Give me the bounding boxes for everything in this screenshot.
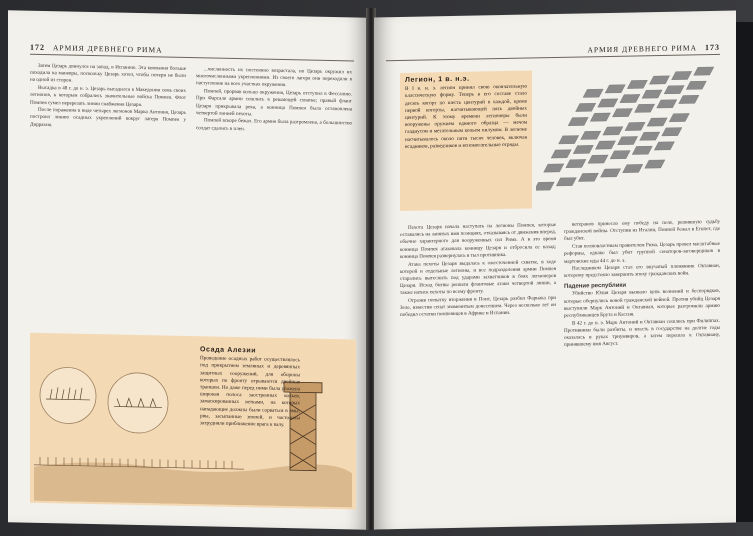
siege-fortification-illustration [34, 339, 352, 508]
left-running-head [30, 41, 354, 62]
right-col2-paragraph: Став полновластным правителем Рима, Цезарь провел масштабные реформы, однако был убит группой сенаторов-заговорщиков в мартовские иды 44 г. до н. э. [564, 240, 720, 265]
right-col2-paragraph: В 42 г. до н. э. Марк Антоний и Октавиан сошлись при Филиппах. Противники были разбиты, и власть в государстве на долгие годы оказалась в руках триумвиров, а затем перешла к Октавиану, принявшему имя Август. [564, 317, 720, 349]
right-page-number: 173 [705, 42, 720, 53]
legion-formation-illustration [536, 63, 726, 215]
siege-caption-text: Проведение осадных работ осуществлялось под прикрытием земляных и деревянных защитных сооружений, для обороны которых по фронту отрываются двойные траншеи. Но даже перед ними была уложена широкая полоса заостренных кольев, замаскированных ветками, на которых нападающие должны были сорваться в ямы; рвы, засыпанные землей, и частоколы затрудняли приближение врага к валу. [200, 355, 300, 429]
book-cover-edge [733, 22, 753, 522]
right-col1-paragraph: Атака пехоты Цезаря выдалась к ожесточенной схватке, в ходе которой и отдельные легионы, и все подразделения армии Помпея старались вытеснить под ударами захватчиков в боях легионеров Цезаря. Исход битвы решили фланговые атаки четвертой линии, а также натиск пехоты по всему фронту. [400, 258, 556, 297]
right-col1-paragraph: Пехота Цезаря начала наступать на легионы Помпея, которые оставались на занятых ими позициях, отказываясь от движения вперед, обычно характерного для вооруженных сил Рима. А в это время конница Помпея атаковала конницу Цезаря и отбросила ее назад; конница Помпея развернулась в тыл противника. [400, 221, 556, 260]
left-col2-paragraph: Помпей, прорвав кольцо окружения, Цезарь отступил в Фессалию. При Фарсале армии сошлись в решающей схватке; правый фланг Цезаря прикрывала река, а конница Помпея была остановлена четвертой линией пехоты. [196, 88, 352, 118]
left-page-number: 172 [30, 42, 45, 53]
siege-illustration-panel [30, 333, 356, 510]
siege-caption-title: Осада Алезии [200, 346, 257, 355]
right-col2-paragraph: Убийство Юлия Цезаря вызвало цепь волнений и беспорядков, которые обернулись новой гражданской войной. Против убийц Цезаря выступили Марк Антоний и Октавиан, которые разгромили армию республиканцев Брута и Кассия. [564, 288, 720, 319]
left-col1-paragraph: Высадка в 48 г. до н. э. Цезарь высадился в Македонии семь своих легионов, к которым собрались значительные войска Помпея. Флот Помпея сумел перерезать линии снабжения Цезаря. [30, 84, 186, 108]
right-running-head [386, 41, 720, 61]
left-col2-paragraph: Помпей вскоре бежал. Его армия была разгромлена, а большинство солдат сдались в плен. [196, 117, 352, 132]
legion-caption [405, 75, 527, 151]
legion-caption-title: Легион, 1 в. н.э. [405, 75, 470, 84]
left-column-1 [30, 63, 186, 133]
siege-caption [200, 346, 300, 429]
legion-caption-text: В I в. н. э. легион принял свою окончательную классическую форму. Теперь в его составе стало десять когорт по шесть центурий в каждой, кроме первой когорты, насчитывающей пять двойных центурий. К этому времени легионеры были вооружены оружием единого образца — мечом гладиусом и метательным копьем пилумом. В легионе насчитывалось около пяти тысяч человек, включая всадников, разведчиков и вспомогательные отряды. [405, 83, 527, 150]
section-heading: Падение республики [564, 282, 627, 290]
right-col2-paragraph: Наследником Цезаря стал его внучатый племянник Октавиан, которому предстояло завершить эпоху гражданских войн. [564, 263, 720, 280]
left-col1-paragraph: Затем Цезарь двинулся на запад, в Испанию. Эта компания больше походила на маневры, поскольку Цезарь хотел, чтобы потери не были на одной из сторон. [30, 62, 186, 84]
left-running-title: АРМИЯ ДРЕВНЕГО РИМА [53, 43, 163, 55]
left-col2-paragraph: ...численность их постоянно возрастала, но Цезарь окружил их многочисленными укреплениями. Из своего лагеря они переходили в наступление на всех участках окружения. [196, 66, 352, 89]
right-column-1 [400, 222, 556, 320]
right-running-title: АРМИЯ ДРЕВНЕГО РИМА [587, 43, 697, 55]
right-page [374, 11, 736, 530]
right-column-2 [564, 219, 720, 350]
left-column-2 [196, 66, 352, 136]
left-col1-paragraph: После поражения в виде четырех легионов Марка Антония, Цезарь построил линию осадных укреплений вокруг лагеря Помпея у Диррахия. [30, 107, 186, 128]
right-col2-paragraph: ветеранов принесло ему победу на поле, решившую судьбу гражданской войны. Отступив из Италии, Помпей бежал в Египет, где был убит. [564, 218, 720, 243]
left-page [8, 10, 368, 530]
legion-caption-box [400, 70, 532, 211]
right-col1-paragraph: Отразив попытку вторжения в Понт, Цезарь разбил Фарнака при Зеле, известив сенат знаменитым донесением. Через несколько лет он победил остатки помпеянцев в Африке и Испании. [400, 295, 556, 319]
